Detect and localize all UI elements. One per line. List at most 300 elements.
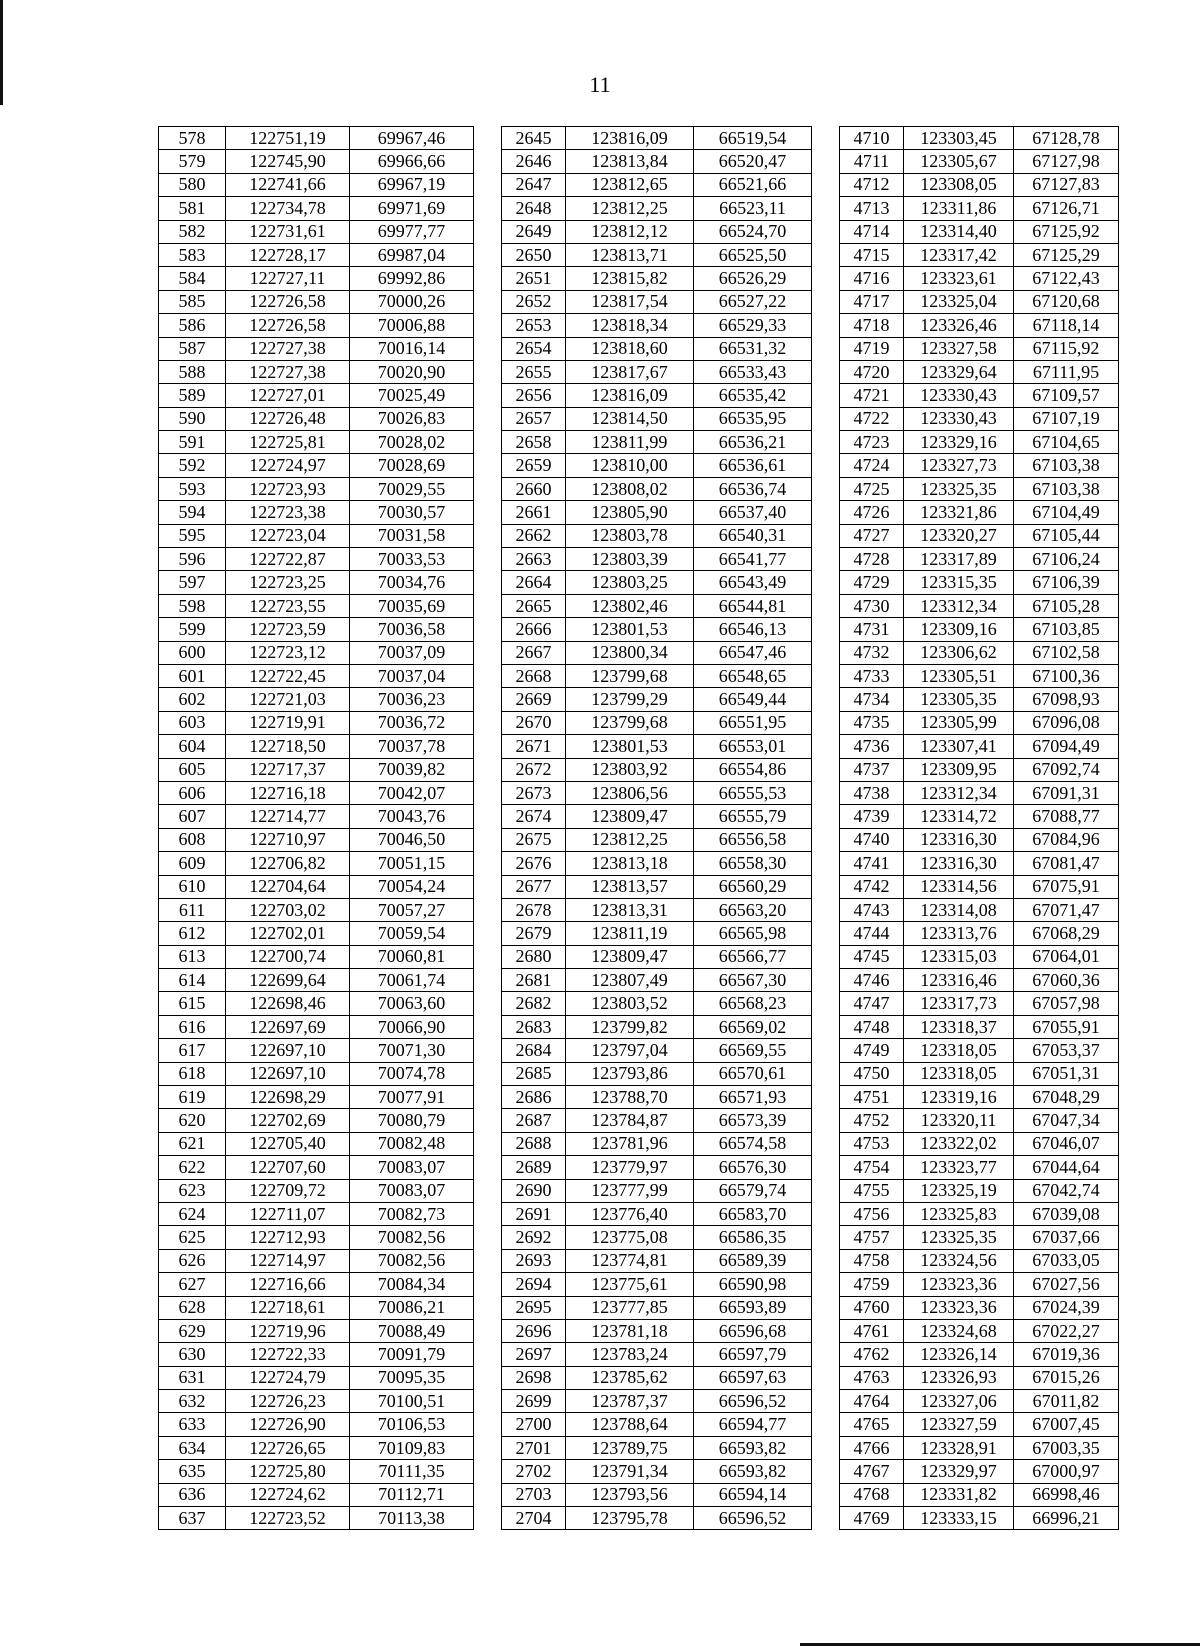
- x-coordinate-cell: 123305,67: [904, 150, 1014, 173]
- column-separator: [474, 969, 502, 992]
- y-coordinate-cell: 70036,58: [350, 618, 474, 641]
- column-separator: [812, 1202, 840, 1225]
- y-coordinate-cell: 67109,57: [1014, 384, 1119, 407]
- x-coordinate-cell: 123309,16: [904, 618, 1014, 641]
- table-row: [159, 314, 1119, 337]
- x-coordinate-cell: 122714,97: [226, 1249, 350, 1272]
- point-number-cell: 2704: [502, 1507, 566, 1530]
- point-number-cell: 597: [159, 571, 226, 594]
- x-coordinate-cell: 122745,90: [226, 150, 350, 173]
- table-row: [159, 290, 1119, 313]
- point-number-cell: 2660: [502, 477, 566, 500]
- point-number-cell: 4722: [840, 407, 904, 430]
- point-number-cell: 595: [159, 524, 226, 547]
- x-coordinate-cell: 122721,03: [226, 688, 350, 711]
- y-coordinate-cell: 70037,78: [350, 735, 474, 758]
- table-row: [159, 805, 1119, 828]
- page-number: 11: [589, 72, 611, 97]
- table-row: [159, 431, 1119, 454]
- x-coordinate-cell: 123812,12: [566, 220, 694, 243]
- point-number-cell: 591: [159, 431, 226, 454]
- table-row: [159, 407, 1119, 430]
- column-separator: [812, 571, 840, 594]
- table-row: [159, 1062, 1119, 1085]
- column-separator: [474, 1109, 502, 1132]
- point-number-cell: 4724: [840, 454, 904, 477]
- y-coordinate-cell: 66548,65: [694, 664, 812, 687]
- y-coordinate-cell: 66554,86: [694, 758, 812, 781]
- point-number-cell: 4767: [840, 1460, 904, 1483]
- point-number-cell: 4736: [840, 735, 904, 758]
- point-number-cell: 636: [159, 1483, 226, 1506]
- x-coordinate-cell: 122719,96: [226, 1319, 350, 1342]
- column-separator: [474, 150, 502, 173]
- y-coordinate-cell: 67047,34: [1014, 1109, 1119, 1132]
- y-coordinate-cell: 67015,26: [1014, 1366, 1119, 1389]
- table-row: [159, 1202, 1119, 1225]
- column-separator: [812, 805, 840, 828]
- table-row: [159, 501, 1119, 524]
- column-separator: [474, 711, 502, 734]
- point-number-cell: 2648: [502, 197, 566, 220]
- point-number-cell: 611: [159, 898, 226, 921]
- y-coordinate-cell: 69992,86: [350, 267, 474, 290]
- point-number-cell: 4729: [840, 571, 904, 594]
- x-coordinate-cell: 122723,55: [226, 594, 350, 617]
- column-separator: [474, 1319, 502, 1342]
- column-separator: [474, 828, 502, 851]
- y-coordinate-cell: 70042,07: [350, 781, 474, 804]
- point-number-cell: 4752: [840, 1109, 904, 1132]
- point-number-cell: 609: [159, 852, 226, 875]
- y-coordinate-cell: 70035,69: [350, 594, 474, 617]
- x-coordinate-cell: 123775,61: [566, 1273, 694, 1296]
- y-coordinate-cell: 66543,49: [694, 571, 812, 594]
- x-coordinate-cell: 122702,69: [226, 1109, 350, 1132]
- x-coordinate-cell: 123788,64: [566, 1413, 694, 1436]
- table-row: [159, 828, 1119, 851]
- table-row: [159, 1132, 1119, 1155]
- x-coordinate-cell: 122697,69: [226, 1015, 350, 1038]
- column-separator: [474, 197, 502, 220]
- point-number-cell: 2675: [502, 828, 566, 851]
- x-coordinate-cell: 123325,19: [904, 1179, 1014, 1202]
- y-coordinate-cell: 67127,83: [1014, 173, 1119, 196]
- column-separator: [474, 805, 502, 828]
- table-row: [159, 1156, 1119, 1179]
- point-number-cell: 4761: [840, 1319, 904, 1342]
- y-coordinate-cell: 66520,47: [694, 150, 812, 173]
- column-separator: [812, 1156, 840, 1179]
- y-coordinate-cell: 67007,45: [1014, 1413, 1119, 1436]
- table-row: [159, 852, 1119, 875]
- point-number-cell: 2662: [502, 524, 566, 547]
- x-coordinate-cell: 122724,97: [226, 454, 350, 477]
- point-number-cell: 4741: [840, 852, 904, 875]
- y-coordinate-cell: 70066,90: [350, 1015, 474, 1038]
- x-coordinate-cell: 123326,93: [904, 1366, 1014, 1389]
- point-number-cell: 2701: [502, 1436, 566, 1459]
- column-separator: [812, 735, 840, 758]
- point-number-cell: 4713: [840, 197, 904, 220]
- point-number-cell: 2665: [502, 594, 566, 617]
- y-coordinate-cell: 67096,08: [1014, 711, 1119, 734]
- point-number-cell: 613: [159, 945, 226, 968]
- point-number-cell: 4754: [840, 1156, 904, 1179]
- x-coordinate-cell: 122712,93: [226, 1226, 350, 1249]
- y-coordinate-cell: 66567,30: [694, 969, 812, 992]
- table-row: [159, 197, 1119, 220]
- point-number-cell: 4769: [840, 1507, 904, 1530]
- point-number-cell: 2685: [502, 1062, 566, 1085]
- y-coordinate-cell: 67039,08: [1014, 1202, 1119, 1225]
- table-row: [159, 1015, 1119, 1038]
- point-number-cell: 2657: [502, 407, 566, 430]
- x-coordinate-cell: 123329,97: [904, 1460, 1014, 1483]
- column-separator: [474, 1226, 502, 1249]
- y-coordinate-cell: 66556,58: [694, 828, 812, 851]
- column-separator: [474, 220, 502, 243]
- y-coordinate-cell: 67048,29: [1014, 1086, 1119, 1109]
- x-coordinate-cell: 123315,35: [904, 571, 1014, 594]
- point-number-cell: 4734: [840, 688, 904, 711]
- x-coordinate-cell: 123803,78: [566, 524, 694, 547]
- y-coordinate-cell: 67104,65: [1014, 431, 1119, 454]
- y-coordinate-cell: 70071,30: [350, 1039, 474, 1062]
- x-coordinate-cell: 123801,53: [566, 735, 694, 758]
- x-coordinate-cell: 123813,31: [566, 898, 694, 921]
- y-coordinate-cell: 70029,55: [350, 477, 474, 500]
- table-row: [159, 1460, 1119, 1483]
- x-coordinate-cell: 122723,04: [226, 524, 350, 547]
- column-separator: [474, 267, 502, 290]
- column-separator: [474, 641, 502, 664]
- column-separator: [474, 1413, 502, 1436]
- y-coordinate-cell: 67126,71: [1014, 197, 1119, 220]
- point-number-cell: 4743: [840, 898, 904, 921]
- y-coordinate-cell: 69967,19: [350, 173, 474, 196]
- y-coordinate-cell: 67125,29: [1014, 243, 1119, 266]
- column-separator: [812, 267, 840, 290]
- column-separator: [474, 594, 502, 617]
- point-number-cell: 4760: [840, 1296, 904, 1319]
- y-coordinate-cell: 70109,83: [350, 1436, 474, 1459]
- y-coordinate-cell: 66574,58: [694, 1132, 812, 1155]
- point-number-cell: 4717: [840, 290, 904, 313]
- point-number-cell: 589: [159, 384, 226, 407]
- point-number-cell: 604: [159, 735, 226, 758]
- y-coordinate-cell: 67046,07: [1014, 1132, 1119, 1155]
- x-coordinate-cell: 123323,36: [904, 1273, 1014, 1296]
- x-coordinate-cell: 123811,19: [566, 922, 694, 945]
- column-separator: [474, 1179, 502, 1202]
- point-number-cell: 618: [159, 1062, 226, 1085]
- point-number-cell: 2670: [502, 711, 566, 734]
- column-separator: [812, 618, 840, 641]
- column-separator: [812, 454, 840, 477]
- point-number-cell: 598: [159, 594, 226, 617]
- point-number-cell: 2655: [502, 360, 566, 383]
- x-coordinate-cell: 122726,58: [226, 314, 350, 337]
- point-number-cell: 2672: [502, 758, 566, 781]
- point-number-cell: 586: [159, 314, 226, 337]
- x-coordinate-cell: 122723,25: [226, 571, 350, 594]
- y-coordinate-cell: 70025,49: [350, 384, 474, 407]
- y-coordinate-cell: 70063,60: [350, 992, 474, 1015]
- column-separator: [474, 1015, 502, 1038]
- point-number-cell: 4726: [840, 501, 904, 524]
- table-row: [159, 781, 1119, 804]
- x-coordinate-cell: 123327,06: [904, 1390, 1014, 1413]
- point-number-cell: 632: [159, 1390, 226, 1413]
- y-coordinate-cell: 67115,92: [1014, 337, 1119, 360]
- point-number-cell: 620: [159, 1109, 226, 1132]
- column-separator: [812, 290, 840, 313]
- y-coordinate-cell: 67106,24: [1014, 548, 1119, 571]
- y-coordinate-cell: 66597,63: [694, 1366, 812, 1389]
- y-coordinate-cell: 70084,34: [350, 1273, 474, 1296]
- x-coordinate-cell: 122699,64: [226, 969, 350, 992]
- x-coordinate-cell: 123817,67: [566, 360, 694, 383]
- table-row: [159, 1179, 1119, 1202]
- x-coordinate-cell: 123812,25: [566, 828, 694, 851]
- x-coordinate-cell: 123817,54: [566, 290, 694, 313]
- y-coordinate-cell: 67037,66: [1014, 1226, 1119, 1249]
- column-separator: [812, 664, 840, 687]
- x-coordinate-cell: 122723,38: [226, 501, 350, 524]
- point-number-cell: 630: [159, 1343, 226, 1366]
- x-coordinate-cell: 123314,08: [904, 898, 1014, 921]
- y-coordinate-cell: 66540,31: [694, 524, 812, 547]
- x-coordinate-cell: 123803,52: [566, 992, 694, 1015]
- column-separator: [474, 945, 502, 968]
- x-coordinate-cell: 123323,36: [904, 1296, 1014, 1319]
- column-separator: [812, 1132, 840, 1155]
- point-number-cell: 4753: [840, 1132, 904, 1155]
- point-number-cell: 4764: [840, 1390, 904, 1413]
- x-coordinate-cell: 123803,92: [566, 758, 694, 781]
- point-number-cell: 619: [159, 1086, 226, 1109]
- x-coordinate-cell: 123799,29: [566, 688, 694, 711]
- x-coordinate-cell: 123326,46: [904, 314, 1014, 337]
- x-coordinate-cell: 123788,70: [566, 1086, 694, 1109]
- y-coordinate-cell: 66523,11: [694, 197, 812, 220]
- y-coordinate-cell: 66998,46: [1014, 1483, 1119, 1506]
- x-coordinate-cell: 123803,39: [566, 548, 694, 571]
- x-coordinate-cell: 123783,24: [566, 1343, 694, 1366]
- point-number-cell: 4745: [840, 945, 904, 968]
- column-separator: [812, 758, 840, 781]
- point-number-cell: 583: [159, 243, 226, 266]
- column-separator: [474, 781, 502, 804]
- x-coordinate-cell: 122717,37: [226, 758, 350, 781]
- y-coordinate-cell: 66560,29: [694, 875, 812, 898]
- y-coordinate-cell: 70037,09: [350, 641, 474, 664]
- point-number-cell: 2702: [502, 1460, 566, 1483]
- x-coordinate-cell: 123781,96: [566, 1132, 694, 1155]
- y-coordinate-cell: 66553,01: [694, 735, 812, 758]
- x-coordinate-cell: 123316,30: [904, 828, 1014, 851]
- y-coordinate-cell: 70043,76: [350, 805, 474, 828]
- x-coordinate-cell: 123791,34: [566, 1460, 694, 1483]
- column-separator: [474, 1436, 502, 1459]
- point-number-cell: 585: [159, 290, 226, 313]
- table-row: [159, 1273, 1119, 1296]
- y-coordinate-cell: 70037,04: [350, 664, 474, 687]
- x-coordinate-cell: 123812,25: [566, 197, 694, 220]
- x-coordinate-cell: 123784,87: [566, 1109, 694, 1132]
- column-separator: [474, 735, 502, 758]
- y-coordinate-cell: 66544,81: [694, 594, 812, 617]
- y-coordinate-cell: 70054,24: [350, 875, 474, 898]
- y-coordinate-cell: 70077,91: [350, 1086, 474, 1109]
- x-coordinate-cell: 122722,45: [226, 664, 350, 687]
- point-number-cell: 4735: [840, 711, 904, 734]
- y-coordinate-cell: 67091,31: [1014, 781, 1119, 804]
- x-coordinate-cell: 122716,66: [226, 1273, 350, 1296]
- point-number-cell: 621: [159, 1132, 226, 1155]
- x-coordinate-cell: 122700,74: [226, 945, 350, 968]
- point-number-cell: 2656: [502, 384, 566, 407]
- column-separator: [474, 337, 502, 360]
- column-separator: [474, 688, 502, 711]
- point-number-cell: 4718: [840, 314, 904, 337]
- point-number-cell: 615: [159, 992, 226, 1015]
- y-coordinate-cell: 66547,46: [694, 641, 812, 664]
- y-coordinate-cell: 70106,53: [350, 1413, 474, 1436]
- y-coordinate-cell: 70036,72: [350, 711, 474, 734]
- y-coordinate-cell: 69967,46: [350, 127, 474, 150]
- point-number-cell: 2674: [502, 805, 566, 828]
- column-separator: [812, 711, 840, 734]
- y-coordinate-cell: 67042,74: [1014, 1179, 1119, 1202]
- x-coordinate-cell: 123322,02: [904, 1132, 1014, 1155]
- y-coordinate-cell: 67053,37: [1014, 1039, 1119, 1062]
- x-coordinate-cell: 123315,03: [904, 945, 1014, 968]
- x-coordinate-cell: 122728,17: [226, 243, 350, 266]
- column-separator: [812, 1039, 840, 1062]
- column-separator: [812, 922, 840, 945]
- point-number-cell: 2667: [502, 641, 566, 664]
- x-coordinate-cell: 123797,04: [566, 1039, 694, 1062]
- point-number-cell: 4738: [840, 781, 904, 804]
- y-coordinate-cell: 67122,43: [1014, 267, 1119, 290]
- point-number-cell: 4749: [840, 1039, 904, 1062]
- y-coordinate-cell: 66563,20: [694, 898, 812, 921]
- table-row: [159, 875, 1119, 898]
- y-coordinate-cell: 67057,98: [1014, 992, 1119, 1015]
- column-separator: [812, 477, 840, 500]
- point-number-cell: 4747: [840, 992, 904, 1015]
- y-coordinate-cell: 66590,98: [694, 1273, 812, 1296]
- x-coordinate-cell: 123320,27: [904, 524, 1014, 547]
- x-coordinate-cell: 123323,77: [904, 1156, 1014, 1179]
- point-number-cell: 4719: [840, 337, 904, 360]
- point-number-cell: 2673: [502, 781, 566, 804]
- point-number-cell: 2682: [502, 992, 566, 1015]
- column-separator: [812, 501, 840, 524]
- y-coordinate-cell: 67104,49: [1014, 501, 1119, 524]
- point-number-cell: 590: [159, 407, 226, 430]
- point-number-cell: 599: [159, 618, 226, 641]
- point-number-cell: 594: [159, 501, 226, 524]
- x-coordinate-cell: 122727,38: [226, 337, 350, 360]
- x-coordinate-cell: 122703,02: [226, 898, 350, 921]
- point-number-cell: 4744: [840, 922, 904, 945]
- y-coordinate-cell: 66593,82: [694, 1436, 812, 1459]
- y-coordinate-cell: 66593,89: [694, 1296, 812, 1319]
- point-number-cell: 4731: [840, 618, 904, 641]
- x-coordinate-cell: 123314,56: [904, 875, 1014, 898]
- point-number-cell: 2661: [502, 501, 566, 524]
- column-separator: [474, 1062, 502, 1085]
- column-separator: [812, 1062, 840, 1085]
- table-row: [159, 150, 1119, 173]
- y-coordinate-cell: 66519,54: [694, 127, 812, 150]
- y-coordinate-cell: 66526,29: [694, 267, 812, 290]
- point-number-cell: 2649: [502, 220, 566, 243]
- point-number-cell: 2689: [502, 1156, 566, 1179]
- column-separator: [812, 1366, 840, 1389]
- point-number-cell: 581: [159, 197, 226, 220]
- y-coordinate-cell: 70083,07: [350, 1179, 474, 1202]
- x-coordinate-cell: 123323,61: [904, 267, 1014, 290]
- y-coordinate-cell: 67103,85: [1014, 618, 1119, 641]
- column-separator: [474, 290, 502, 313]
- point-number-cell: 623: [159, 1179, 226, 1202]
- x-coordinate-cell: 122723,12: [226, 641, 350, 664]
- point-number-cell: 2700: [502, 1413, 566, 1436]
- point-number-cell: 631: [159, 1366, 226, 1389]
- table-row: [159, 477, 1119, 500]
- column-separator: [474, 477, 502, 500]
- point-number-cell: 2694: [502, 1273, 566, 1296]
- point-number-cell: 2669: [502, 688, 566, 711]
- table-row: [159, 969, 1119, 992]
- y-coordinate-cell: 67003,35: [1014, 1436, 1119, 1459]
- point-number-cell: 580: [159, 173, 226, 196]
- column-separator: [474, 1390, 502, 1413]
- point-number-cell: 2652: [502, 290, 566, 313]
- y-coordinate-cell: 67011,82: [1014, 1390, 1119, 1413]
- x-coordinate-cell: 123316,30: [904, 852, 1014, 875]
- point-number-cell: 4748: [840, 1015, 904, 1038]
- y-coordinate-cell: 70111,35: [350, 1460, 474, 1483]
- y-coordinate-cell: 67088,77: [1014, 805, 1119, 828]
- y-coordinate-cell: 66537,40: [694, 501, 812, 524]
- table-row: [159, 1413, 1119, 1436]
- point-number-cell: 2668: [502, 664, 566, 687]
- y-coordinate-cell: 66558,30: [694, 852, 812, 875]
- column-separator: [474, 1156, 502, 1179]
- x-coordinate-cell: 123800,34: [566, 641, 694, 664]
- x-coordinate-cell: 122725,81: [226, 431, 350, 454]
- column-separator: [474, 1249, 502, 1272]
- column-separator: [474, 992, 502, 1015]
- x-coordinate-cell: 122751,19: [226, 127, 350, 150]
- y-coordinate-cell: 66555,53: [694, 781, 812, 804]
- y-coordinate-cell: 66594,14: [694, 1483, 812, 1506]
- x-coordinate-cell: 123799,82: [566, 1015, 694, 1038]
- y-coordinate-cell: 66549,44: [694, 688, 812, 711]
- x-coordinate-cell: 123313,76: [904, 922, 1014, 945]
- column-separator: [812, 1296, 840, 1319]
- x-coordinate-cell: 122724,79: [226, 1366, 350, 1389]
- y-coordinate-cell: 67103,38: [1014, 454, 1119, 477]
- y-coordinate-cell: 67081,47: [1014, 852, 1119, 875]
- x-coordinate-cell: 122697,10: [226, 1039, 350, 1062]
- x-coordinate-cell: 123808,02: [566, 477, 694, 500]
